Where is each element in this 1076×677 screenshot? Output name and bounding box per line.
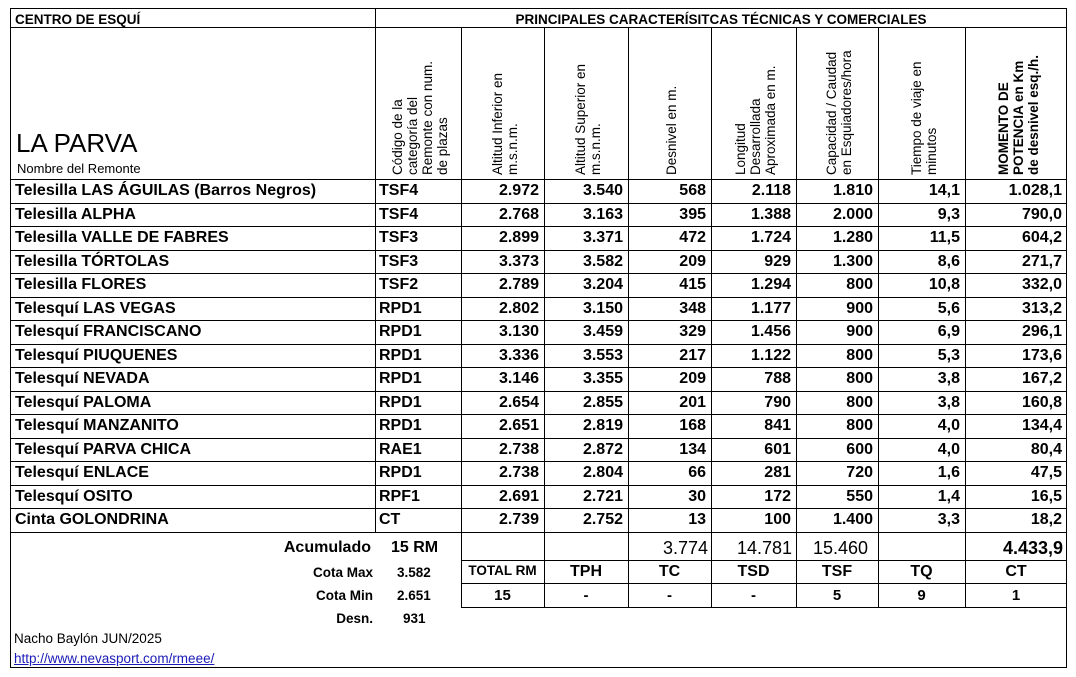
cell-time: 4,0	[937, 417, 960, 434]
cell-capacity: 2.000	[832, 205, 873, 223]
cell-capacity: 600	[846, 440, 873, 458]
cell-power: 80,4	[1030, 440, 1062, 458]
column-header-line: m.s.n.m.	[588, 123, 603, 175]
column-header-line: minutos	[923, 127, 939, 175]
cell-alt-high: 3.150	[582, 299, 623, 317]
cell-time: 3,8	[937, 393, 960, 411]
cell-time: 4,0	[937, 440, 960, 458]
cell-power: 313,2	[1021, 299, 1062, 317]
cell-power: 173,6	[1021, 346, 1062, 364]
cell-alt-low: 2.651	[498, 417, 539, 434]
cell-time: 3,8	[937, 370, 960, 387]
type-value: 9	[917, 587, 926, 604]
grid-line	[11, 297, 1067, 298]
cell-alt-low: 3.373	[498, 252, 539, 270]
cell-capacity: 1.280	[832, 229, 873, 246]
cell-alt-low: 2.654	[498, 393, 539, 411]
total-capacity: 15.460	[813, 538, 869, 558]
desn-label: Desn.	[336, 611, 373, 626]
cell-alt-high: 2.721	[582, 487, 623, 505]
cell-power: 296,1	[1021, 323, 1062, 340]
column-header-line: Código de la	[390, 99, 405, 175]
cell-time: 9,3	[937, 205, 960, 223]
cell-capacity: 720	[846, 464, 873, 481]
cell-alt-high: 3.540	[582, 182, 623, 199]
cell-capacity: 1.400	[832, 511, 873, 528]
cell-drop: 209	[679, 370, 706, 387]
column-header-line: MOMENTO DE	[995, 82, 1011, 175]
cell-length: 1.122	[750, 346, 791, 364]
cell-capacity: 900	[846, 299, 873, 317]
type-header: TQ	[910, 563, 933, 580]
cell-capacity: 800	[846, 370, 873, 387]
cota-max-label: Cota Max	[312, 565, 373, 580]
cell-drop: 472	[679, 229, 706, 246]
cell-power: 160,8	[1021, 393, 1062, 411]
cell-drop: 568	[679, 182, 706, 199]
cell-drop: 66	[688, 464, 706, 481]
cell-power: 16,5	[1030, 487, 1062, 505]
cell-alt-high: 2.752	[582, 511, 623, 528]
grid-line	[11, 250, 1067, 251]
cell-alt-high: 2.855	[582, 393, 623, 411]
cell-power: 271,7	[1021, 252, 1062, 270]
cell-alt-high: 2.819	[582, 417, 623, 434]
grid-line	[711, 27, 712, 532]
cell-time: 10,8	[928, 276, 960, 293]
resort-section-title: CENTRO DE ESQUÍ	[15, 12, 141, 27]
cell-alt-low: 2.972	[498, 182, 539, 199]
cell-drop: 13	[688, 511, 706, 528]
grid-line	[11, 391, 1067, 392]
lift-name: Telesquí NEVADA	[15, 370, 150, 387]
cell-power: 18,2	[1030, 511, 1062, 528]
cell-length: 788	[764, 370, 791, 387]
cell-alt-low: 2.802	[498, 299, 539, 317]
grid-line	[965, 27, 966, 532]
total-power: 4.433,9	[1002, 538, 1063, 558]
grid-line	[461, 583, 1067, 584]
cell-alt-high: 3.459	[582, 323, 623, 340]
type-header: TOTAL RM	[468, 563, 537, 578]
cell-capacity: 800	[846, 417, 873, 434]
lift-code: RPD1	[379, 323, 422, 340]
lift-name: Telesquí PIUQUENES	[15, 346, 178, 364]
cell-drop: 134	[679, 440, 706, 458]
cell-alt-high: 3.163	[582, 205, 623, 223]
cell-alt-low: 3.146	[498, 370, 539, 387]
column-header-line: de desnivel esq./h.	[1025, 54, 1041, 175]
grid-line	[11, 532, 1067, 533]
grid-line	[11, 320, 1067, 321]
cell-alt-low: 2.768	[498, 205, 539, 223]
cell-alt-low: 2.739	[498, 511, 539, 528]
grid-line	[878, 27, 879, 532]
cell-alt-low: 3.130	[498, 323, 539, 340]
column-header-line: Remonte con num.	[420, 60, 435, 175]
cell-length: 1.724	[750, 229, 791, 246]
type-header: TSF	[821, 563, 853, 580]
cell-capacity: 800	[846, 346, 873, 364]
cell-time: 3,3	[937, 511, 960, 528]
lift-code: RPD1	[379, 393, 422, 411]
cell-power: 1.028,1	[1008, 182, 1062, 199]
lift-code: TSF3	[379, 252, 419, 270]
cell-alt-low: 2.899	[498, 229, 539, 246]
column-header-line: m.s.n.m.	[504, 123, 520, 175]
cell-length: 100	[764, 511, 791, 528]
cell-alt-high: 3.553	[582, 346, 623, 364]
grid-line	[544, 27, 545, 532]
desn-value: 931	[403, 611, 426, 626]
lift-code: RPD1	[379, 346, 422, 364]
grid-line	[11, 367, 1067, 368]
type-value: -	[583, 587, 589, 604]
grid-line	[11, 273, 1067, 274]
cell-alt-high: 2.804	[582, 464, 623, 481]
cell-length: 601	[764, 440, 791, 458]
cell-alt-high: 3.204	[582, 276, 623, 293]
lift-code: TSF4	[379, 182, 419, 199]
column-header-line: Longitud	[733, 123, 748, 175]
resort-name: LA PARVA	[16, 128, 138, 158]
column-header-line: POTENCIA en Km	[1010, 60, 1026, 175]
cell-time: 1,6	[937, 464, 960, 481]
grid-line	[11, 27, 1067, 28]
lift-name: Telesilla TÓRTOLAS	[15, 252, 170, 270]
cell-length: 281	[764, 464, 791, 481]
cell-length: 172	[764, 487, 791, 505]
acumulado-label: Acumulado	[283, 539, 371, 556]
type-value: 5	[832, 587, 842, 604]
cell-power: 134,4	[1021, 417, 1062, 434]
cell-length: 841	[764, 417, 791, 434]
column-header-line: en Esquiadores/hora	[839, 50, 854, 175]
cell-drop: 201	[679, 393, 706, 411]
lift-name: Telesquí FRANCISCANO	[15, 323, 202, 340]
grid-line	[461, 560, 1067, 561]
lift-name-label: Nombre del Remonte	[17, 161, 141, 176]
cell-length: 929	[764, 252, 791, 270]
cell-drop: 30	[688, 487, 706, 505]
column-header-line: Tiempo de viaje en	[908, 61, 924, 175]
total-drop: 3.774	[662, 538, 708, 558]
lift-code: RPD1	[379, 464, 422, 481]
cell-capacity: 1.810	[832, 182, 873, 199]
cell-alt-low: 2.738	[498, 440, 539, 458]
cota-max-value: 3.582	[397, 565, 431, 580]
cell-time: 5,6	[937, 299, 960, 317]
cell-drop: 217	[679, 346, 706, 364]
column-header-line: Capacidad / Caudad	[824, 51, 839, 175]
total-length: 14.781	[736, 538, 792, 558]
grid-line	[11, 485, 1067, 486]
cell-time: 1,4	[937, 487, 960, 505]
cell-time: 14,1	[928, 182, 960, 199]
grid-line	[11, 344, 1067, 345]
grid-line	[375, 9, 376, 532]
cell-drop: 209	[679, 252, 706, 270]
lift-name: Telesquí PALOMA	[15, 393, 152, 411]
nevasport-link[interactable]: http://www.nevasport.com/rmeee/	[14, 651, 215, 666]
type-header: TSD	[737, 563, 770, 580]
cell-power: 47,5	[1030, 464, 1062, 481]
cell-drop: 348	[679, 299, 706, 317]
lift-code: RAE1	[379, 440, 422, 458]
cell-drop: 168	[679, 417, 706, 434]
lift-code: TSF3	[379, 229, 419, 246]
lift-name: Telesquí MANZANITO	[15, 417, 179, 434]
column-header-line: Desnivel en m.	[664, 85, 679, 175]
lift-name: Telesilla LAS ÁGUILAS (Barros Negros)	[15, 182, 317, 199]
lift-name: Telesquí PARVA CHICA	[15, 440, 192, 458]
column-header-line: Altitud Superior en	[573, 63, 588, 175]
cell-drop: 329	[679, 323, 706, 340]
cell-length: 2.118	[751, 182, 791, 199]
type-value: -	[751, 587, 756, 604]
cell-time: 5,3	[937, 346, 960, 364]
type-value: 15	[494, 587, 511, 604]
grid-line	[11, 179, 1067, 180]
lift-code: CT	[379, 511, 401, 528]
author-note: Nacho Baylón JUN/2025	[14, 631, 162, 646]
column-header-line: Desarrollada	[748, 98, 763, 175]
cell-power: 167,2	[1021, 370, 1062, 387]
column-header-line: Altitud Inferior en	[489, 72, 505, 175]
cell-time: 11,5	[929, 229, 960, 246]
lift-name: Telesquí ENLACE	[15, 464, 149, 481]
grid-line	[796, 27, 797, 532]
lift-name: Telesilla VALLE DE FABRES	[15, 229, 229, 246]
cell-capacity: 800	[846, 393, 873, 411]
cell-alt-low: 3.336	[498, 346, 539, 364]
cell-time: 8,6	[937, 252, 960, 270]
cota-min-value: 2.651	[397, 588, 431, 603]
lift-code: RPD1	[379, 417, 422, 434]
type-header: TC	[658, 563, 681, 580]
ski-resort-sheet	[10, 8, 1067, 668]
column-header-line: Aproximada en m.	[763, 65, 778, 175]
lift-code: TSF4	[379, 205, 419, 223]
cell-alt-low: 2.691	[498, 487, 539, 505]
cell-capacity: 550	[846, 487, 873, 505]
cell-alt-low: 2.738	[498, 464, 539, 481]
cell-length: 1.456	[750, 323, 791, 340]
cell-capacity: 1.300	[832, 252, 873, 270]
cell-alt-high: 3.355	[582, 370, 623, 387]
cell-power: 332,0	[1021, 276, 1062, 293]
cell-length: 1.177	[750, 299, 791, 317]
cell-length: 1.294	[750, 276, 791, 293]
grid-line	[11, 414, 1067, 415]
lift-name: Telesquí OSITO	[15, 487, 133, 505]
type-header: CT	[1005, 563, 1027, 580]
cell-capacity: 800	[846, 276, 873, 293]
column-header-line: categoría del	[405, 96, 420, 175]
lift-code: RPF1	[379, 487, 420, 505]
lift-code: RPD1	[379, 299, 422, 317]
grid-line	[11, 461, 1067, 462]
grid-line	[11, 203, 1067, 204]
cota-min-label: Cota Min	[316, 588, 373, 603]
cell-alt-low: 2.789	[498, 276, 539, 293]
lift-name: Telesilla FLORES	[15, 276, 147, 293]
cell-alt-high: 3.582	[582, 252, 623, 270]
cell-drop: 395	[679, 205, 706, 223]
cell-capacity: 900	[846, 323, 873, 340]
cell-alt-high: 3.371	[582, 229, 623, 246]
lift-name: Telesquí LAS VEGAS	[15, 299, 176, 317]
cell-time: 6,9	[937, 323, 960, 340]
grid-line	[628, 27, 629, 532]
grid-line	[11, 438, 1067, 439]
cell-length: 790	[764, 393, 791, 411]
lift-name: Telesilla ALPHA	[15, 205, 136, 223]
cell-power: 790,0	[1021, 205, 1062, 223]
lift-code: RPD1	[379, 370, 422, 387]
column-header-line: de plazas	[435, 117, 450, 175]
cell-drop: 415	[679, 276, 706, 293]
lift-name: Cinta GOLONDRINA	[15, 511, 169, 528]
type-value: -	[667, 587, 672, 604]
type-value: 1	[1011, 587, 1021, 604]
grid-line	[11, 508, 1067, 509]
cell-power: 604,2	[1021, 229, 1062, 246]
cell-length: 1.388	[750, 205, 791, 223]
grid-line	[461, 607, 1067, 608]
grid-line	[461, 27, 462, 532]
grid-line	[11, 226, 1067, 227]
acumulado-value: 15 RM	[391, 539, 439, 556]
lift-code: TSF2	[379, 276, 419, 293]
type-header: TPH	[570, 563, 602, 580]
cell-alt-high: 2.872	[582, 440, 623, 458]
characteristics-title: PRINCIPALES CARACTERÍSITCAS TÉCNICAS Y COMERCIALES	[515, 12, 927, 27]
